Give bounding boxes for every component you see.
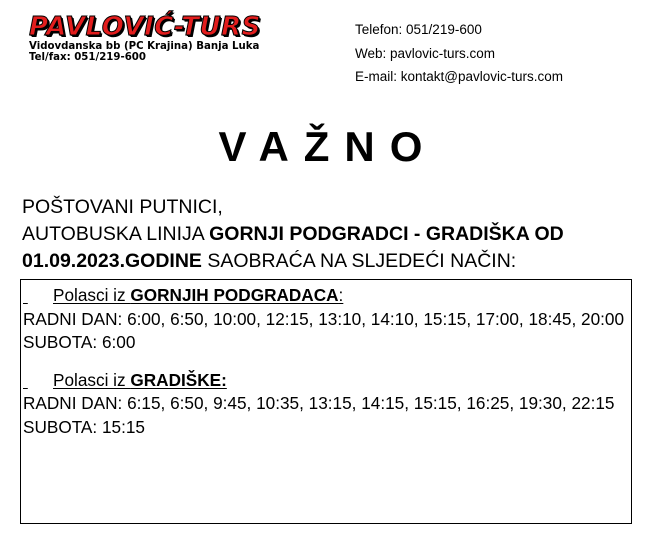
section-heading-podgradci bbox=[23, 284, 629, 308]
contact-info bbox=[355, 18, 563, 89]
contact-email: E-mail: kontakt@pavlovic-turs.com bbox=[355, 69, 564, 84]
page-title: VAŽNO bbox=[218, 123, 438, 170]
notice-intro bbox=[22, 194, 634, 275]
logo-address: Vidovdanska bb (PC Krajina) Banja Luka bbox=[29, 41, 260, 52]
date-line bbox=[22, 248, 634, 275]
contact-phone: Telefon: 051/219-600 bbox=[355, 22, 482, 37]
route-name: GORNJI PODGRADCI - GRADIŠKA OD bbox=[209, 223, 564, 245]
heading-colon: : bbox=[338, 285, 344, 305]
section-heading-gradiska bbox=[23, 369, 629, 393]
logo-telfax: Tel/fax: 051/219-600 bbox=[29, 52, 146, 63]
weekday-departures-gradiska: RADNI DAN: 6:15, 6:50, 9:45, 10:35, 13:15, 14:15, 15:15, 16:25, 19:30, 22:15 bbox=[23, 393, 615, 414]
saturday-departures-gradiska: SUBOTA: 15:15 bbox=[23, 416, 145, 437]
weekday-departures-podgradci: RADNI DAN: 6:00, 6:50, 10:00, 12:15, 13:10, 14:10, 15:15, 17:00, 18:45, 20:00 bbox=[23, 308, 625, 329]
heading-label: Polasci iz bbox=[53, 285, 131, 305]
saturday-departures-podgradci: SUBOTA: 6:00 bbox=[23, 332, 136, 353]
company-logo bbox=[29, 14, 329, 63]
logo-brand-name: PAVLOVIĆ-TURS bbox=[29, 12, 261, 42]
date-suffix: SAOBRAĆA NA SLJEDEĆI NAČIN: bbox=[201, 250, 517, 272]
greeting: POŠTOVANI PUTNICI, bbox=[22, 196, 223, 218]
timetable-box bbox=[20, 279, 632, 524]
route-line bbox=[22, 221, 634, 248]
heading-indent bbox=[23, 284, 53, 308]
effective-date: 01.09.2023.GODINE bbox=[22, 250, 202, 272]
heading-label: Polasci iz bbox=[53, 369, 131, 390]
contact-web: Web: pavlovic-turs.com bbox=[355, 45, 496, 61]
heading-place: GORNJIH PODGRADACA bbox=[130, 285, 339, 305]
route-prefix: AUTOBUSKA LINIJA bbox=[22, 223, 210, 245]
heading-place: GRADIŠKE: bbox=[130, 369, 227, 390]
heading-indent bbox=[23, 369, 53, 393]
